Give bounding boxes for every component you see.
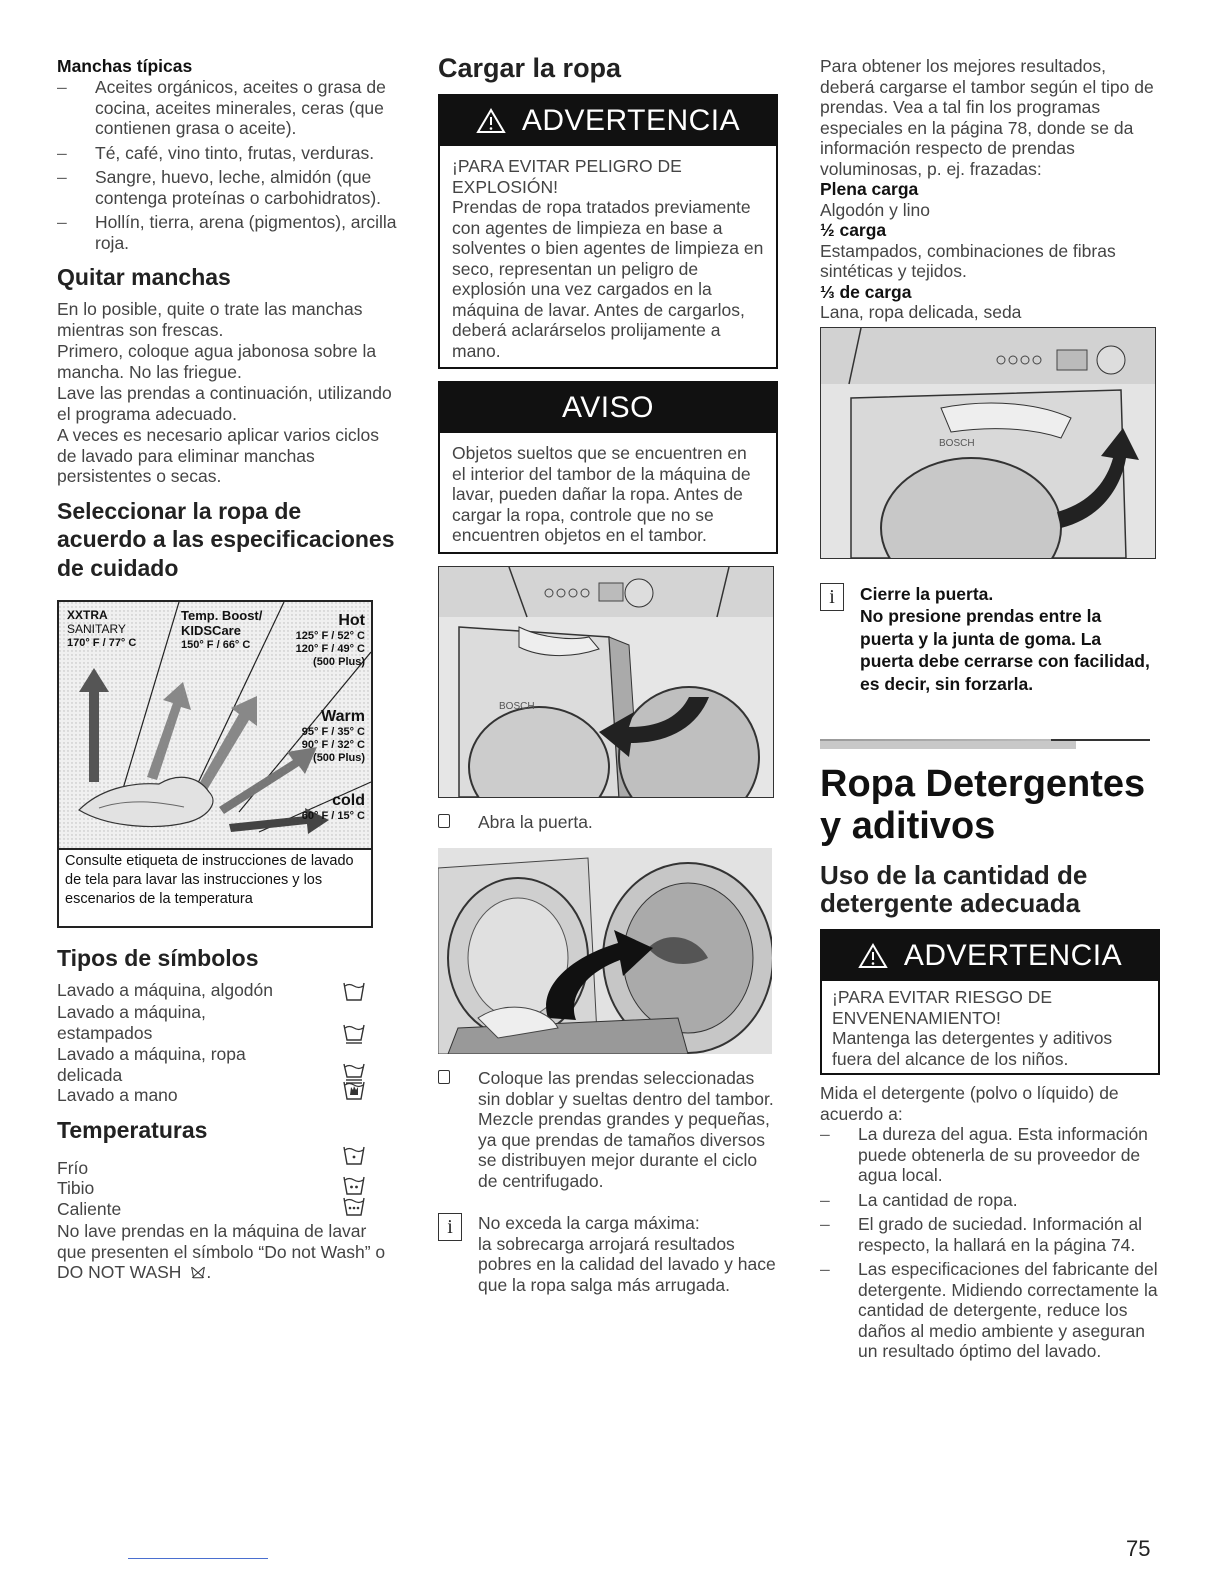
warning-text: ¡PARA EVITAR RIESGO DE ENVENENAMIENTO! Mantenga las detergentes y aditivos fuera del alcance de los niños. [832, 987, 1113, 1069]
warning-triangle-icon [476, 108, 506, 134]
chart-caption: Consulte etiqueta de instrucciones de lavado de tela para lavar las instrucciones y los escenarios de la temperatura [59, 848, 371, 928]
load-drum-illustration [438, 848, 772, 1054]
full-load-label: Plena carga [820, 179, 919, 199]
paragraph: A veces es necesario aplicar varios ciclos de lavado para eliminar manchas persistentes o secas. [57, 425, 379, 486]
symbols-heading: Tipos de símbolos [57, 945, 259, 971]
cold-label: cold 60° F / 15° C [301, 792, 365, 822]
wash-tub-icon [343, 980, 365, 1002]
measure-intro: Mida el detergente (polvo o líquido) de acuerdo a: [820, 1083, 1119, 1124]
half-load-desc: Estampados, combinaciones de fibras sintéticas y tejidos. [820, 240, 1116, 281]
full-load-desc: Algodón y lino [820, 199, 930, 220]
list-item: Lavado a máquina, estampados [57, 1002, 397, 1044]
brand-label: BOSCH [939, 437, 975, 449]
max-load-info: i No exceda la carga máxima: la sobrecarga arrojará resultados pobres en la calidad del lavado y hace que la ropa salga más arrugada. [438, 1213, 778, 1295]
cold-wash-icon [343, 1144, 365, 1166]
symbols-list [57, 980, 397, 1106]
brand-label: BOSCH [499, 700, 535, 712]
warning-triangle-icon [858, 943, 888, 969]
paragraph: Lave las prendas a continuación, utilizando el programa adecuado. [57, 383, 392, 424]
step-load-clothes: Coloque las prendas seleccionadas sin doblar y sueltas dentro del tambor. Mezcle prendas grandes y pequeñas, ya que prendas de tamaños diversos se distribuyen mejor durante el ciclo de centrifugado. [438, 1068, 778, 1191]
xxtra-label: XXTRA SANITARY 170° F / 77° C [67, 608, 137, 649]
warning-banner: ADVERTENCIA [440, 96, 776, 146]
list-item: – Las especificaciones del fabricante del detergente. Midiendo correctamente la cantidad de detergente, reduce los daños al medio ambiente y aseguran un resultado óptimo del lavado. [820, 1259, 1158, 1361]
list-item: Caliente [57, 1199, 397, 1220]
list-item: Lavado a máquina, algodón [57, 980, 397, 1002]
list-item: – La dureza del agua. Esta información puede obtenerla de su proveedor de agua local. [820, 1124, 1148, 1185]
do-not-wash-note: No lave prendas en la máquina de lavar que presenten el símbolo “Do not Wash” o DO NOT WASH . [57, 1221, 386, 1282]
left-column [57, 52, 397, 1284]
hand-wash-icon [343, 1079, 365, 1101]
notice-banner: AVISO [440, 383, 776, 433]
washer-open-door-drawing [439, 567, 773, 797]
notice-box [438, 381, 778, 554]
right-column [820, 56, 1158, 1366]
detergents-heading: Ropa Detergentes y aditivos [820, 763, 1146, 847]
load-intro: Para obtener los mejores resultados, deberá cargarse el tambor según el tipo de prendas. Vea a tal fin los programas especiales en la página 78, donde se da información respecto de prendas voluminosas, p. ej. frazadas: [820, 56, 1154, 179]
hot-label: Hot 125° F / 52° C 120° F / 49° C (500 Plus) [295, 612, 365, 668]
poison-warning-box [820, 929, 1160, 1075]
list-item: Lavado a máquina, ropa delicada [57, 1044, 397, 1085]
remove-stains-text [57, 299, 397, 487]
checkbox-bullet-icon [438, 1070, 450, 1084]
divider-shade [820, 741, 1076, 749]
half-load-label: ½ carga [820, 220, 887, 240]
hot-wash-icon [343, 1195, 365, 1217]
page-number: 75 [1126, 1536, 1151, 1561]
temperatures-heading: Temperaturas [57, 1116, 208, 1143]
list-item: Tibio [57, 1178, 397, 1199]
info-icon: i [820, 583, 844, 611]
middle-column [438, 52, 778, 1295]
third-load-desc: Lana, ropa delicada, seda [820, 302, 1022, 322]
washer-loading-drawing [438, 848, 772, 1054]
notice-text: Objetos sueltos que se encuentren en el interior del tambor de la máquina de lavar, pueden dañar la ropa. Antes de cargar la ropa, controle que no se encuentren objetos en el tambor. [452, 443, 751, 545]
warm-label: Warm 95° F / 35° C 90° F / 32° C (500 Plus) [301, 708, 365, 764]
warning-banner: ADVERTENCIA [822, 931, 1158, 981]
temperatures-list [57, 1158, 397, 1283]
typical-stains-heading: Manchas típicas [57, 56, 193, 76]
washer-close-door-drawing [821, 328, 1155, 558]
list-item: – Aceites orgánicos, aceites o grasa de cocina, aceites minerales, ceras (que contienen grasa o aceite). [57, 77, 386, 138]
footnote-rule [128, 1558, 268, 1559]
open-door-illustration [438, 566, 774, 798]
paragraph: En lo posible, quite o trate las manchas mientras son frescas. [57, 299, 363, 340]
warm-wash-icon [343, 1174, 365, 1196]
remove-stains-heading: Quitar manchas [57, 264, 231, 290]
third-load-label: ⅓ de carga [820, 281, 912, 302]
checkbox-bullet-icon [438, 814, 450, 828]
paragraph: Primero, coloque agua jabonosa sobre la mancha. No las friegue. [57, 341, 377, 382]
temperature-chart [57, 600, 373, 928]
load-laundry-heading: Cargar la ropa [438, 53, 622, 83]
list-item: Lavado a mano [57, 1085, 397, 1106]
close-door-illustration [820, 327, 1156, 559]
step-open-door: Abra la puerta. [438, 812, 778, 833]
select-laundry-heading: Seleccionar la ropa de acuerdo a las especificaciones de cuidado [57, 497, 395, 581]
list-item: – El grado de suciedad. Información al respecto, la hallará en la página 74. [820, 1214, 1143, 1255]
do-not-wash-icon [190, 1265, 206, 1279]
list-item: Frío [57, 1158, 397, 1179]
list-item: – Hollín, tierra, arena (pigmentos), arcilla roja. [57, 212, 397, 253]
typical-stains-list [57, 77, 397, 253]
list-item: – Sangre, huevo, leche, almidón (que contenga proteínas o carbohidratos). [57, 167, 382, 208]
warning-box [438, 94, 778, 369]
close-door-info: i Cierre la puerta. No presione prendas entre la puerta y la junta de goma. La puerta debe cerrarse con facilidad, es decir, sin forzarla. [820, 583, 1158, 696]
wash-tub-permanent-press-icon [343, 1022, 365, 1044]
measure-list [820, 1124, 1158, 1362]
list-item: – Té, café, vino tinto, frutas, verduras. [57, 142, 375, 163]
detergent-amount-heading: Uso de la cantidad de detergente adecuada [820, 860, 1088, 918]
kidscare-label: Temp. Boost/ KIDSCare 150° F / 66° C [181, 608, 263, 651]
list-item: – La cantidad de ropa. [820, 1189, 1018, 1210]
info-icon: i [438, 1213, 462, 1241]
warning-text: ¡PARA EVITAR PELIGRO DE EXPLOSIÓN! Prendas de ropa tratados previamente con agentes de limpieza en base a solventes o bien agentes de limpieza en seco, representan un peligro de explosión una vez cargados en la máquina de lavar. Antes de cargarlos, deberá aclarárselos prolijamente a mano. [452, 156, 764, 361]
